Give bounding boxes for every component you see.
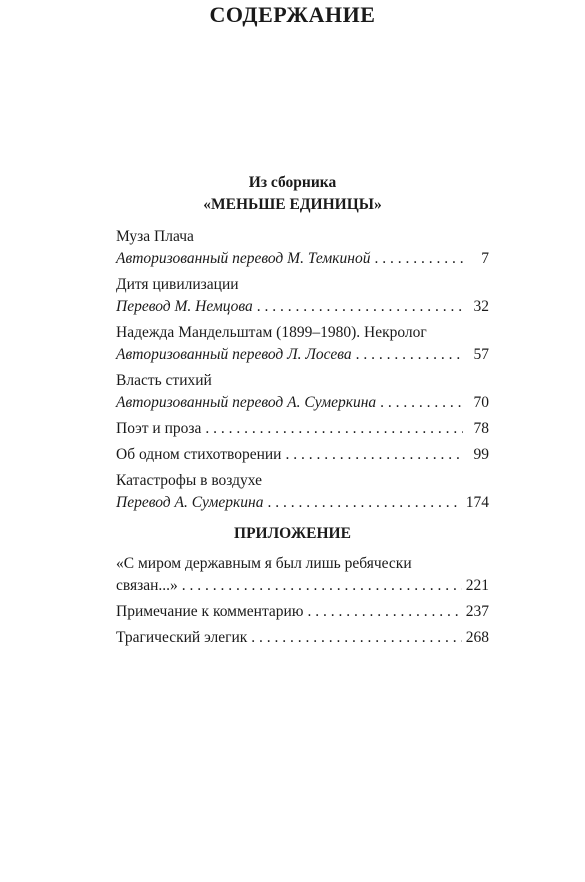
toc-entry-subtitle: Авторизованный перевод Л. Лосева: [116, 346, 352, 363]
toc-entry-title: «С миром державным я был лишь ребячески: [116, 555, 412, 572]
toc-entry-subtitle: Авторизованный перевод М. Темкиной: [116, 250, 371, 267]
page-title: СОДЕРЖАНИЕ: [209, 2, 376, 27]
toc-entry[interactable]: [116, 274, 489, 318]
toc-page-number: 70: [473, 394, 489, 411]
toc-page-number: 268: [465, 629, 489, 646]
toc-entry[interactable]: [116, 470, 489, 514]
toc-entry-line: [116, 418, 489, 440]
toc-entry-title: Катастрофы в воздухе: [116, 472, 263, 489]
dot-leader: [380, 392, 463, 414]
toc-entry-line: [116, 492, 489, 514]
toc-entry-title: Примечание к комментарию: [116, 603, 304, 620]
dot-leader: [268, 492, 462, 514]
toc-entry-title: Об одном стихотворении: [116, 446, 282, 463]
toc-entry-subtitle: Авторизованный перевод А. Сумеркина: [116, 394, 377, 411]
toc-page-number: 99: [473, 446, 489, 463]
section-heading-collection: [0, 172, 585, 216]
section-heading-line2: «МЕНЬШЕ ЕДИНИЦЫ»: [203, 196, 382, 213]
toc-entry-line: [116, 344, 489, 366]
toc-entry-title: Муза Плача: [116, 228, 194, 245]
toc-page-number: 7: [481, 250, 489, 267]
toc-entry[interactable]: [116, 601, 489, 623]
toc-entry[interactable]: [116, 627, 489, 649]
section-heading-appendix: ПРИЛОЖЕНИЕ: [234, 525, 351, 542]
toc-entry-line: [116, 444, 489, 466]
toc-entry-subtitle: связан...»: [116, 577, 178, 594]
dot-leader: [285, 444, 463, 466]
toc-page-number: 32: [473, 298, 489, 315]
toc-entry[interactable]: [116, 226, 489, 270]
toc-entry-line: [116, 296, 489, 318]
toc-entry[interactable]: [116, 370, 489, 414]
toc-entry-title: Власть стихий: [116, 372, 212, 389]
toc-entry-line: [116, 248, 489, 270]
toc-entry-subtitle: Перевод А. Сумеркина: [116, 494, 264, 511]
dot-leader: [307, 601, 461, 623]
dot-leader: [374, 248, 463, 270]
section-heading-line1: Из сборника: [248, 174, 337, 191]
dot-leader: [257, 296, 463, 318]
toc-entry[interactable]: [116, 322, 489, 366]
toc-page-number: 221: [465, 577, 489, 594]
toc-page-number: 57: [473, 346, 489, 363]
toc-entry[interactable]: [116, 553, 489, 597]
dot-leader: [182, 575, 462, 597]
toc-entry-subtitle: Перевод М. Немцова: [116, 298, 253, 315]
dot-leader: [251, 627, 461, 649]
toc-page-number: 174: [465, 494, 489, 511]
toc-page-number: 237: [465, 603, 489, 620]
toc-page-number: 78: [473, 420, 489, 437]
toc-entry-title: Надежда Мандельштам (1899–1980). Некролог: [116, 324, 427, 341]
toc-entry-line: [116, 627, 489, 649]
toc-entry[interactable]: [116, 444, 489, 466]
toc-entry-title: Дитя цивилизации: [116, 276, 239, 293]
toc-entry-title: Трагический элегик: [116, 629, 248, 646]
toc-entry-line: [116, 601, 489, 623]
toc-section-appendix: [116, 553, 489, 649]
toc-entry-line: [116, 575, 489, 597]
dot-leader: [356, 344, 463, 366]
toc-entry-title: Поэт и проза: [116, 420, 202, 437]
dot-leader: [205, 418, 463, 440]
toc-entry[interactable]: [116, 418, 489, 440]
toc-entry-line: [116, 392, 489, 414]
toc-section-collection: [116, 226, 489, 514]
